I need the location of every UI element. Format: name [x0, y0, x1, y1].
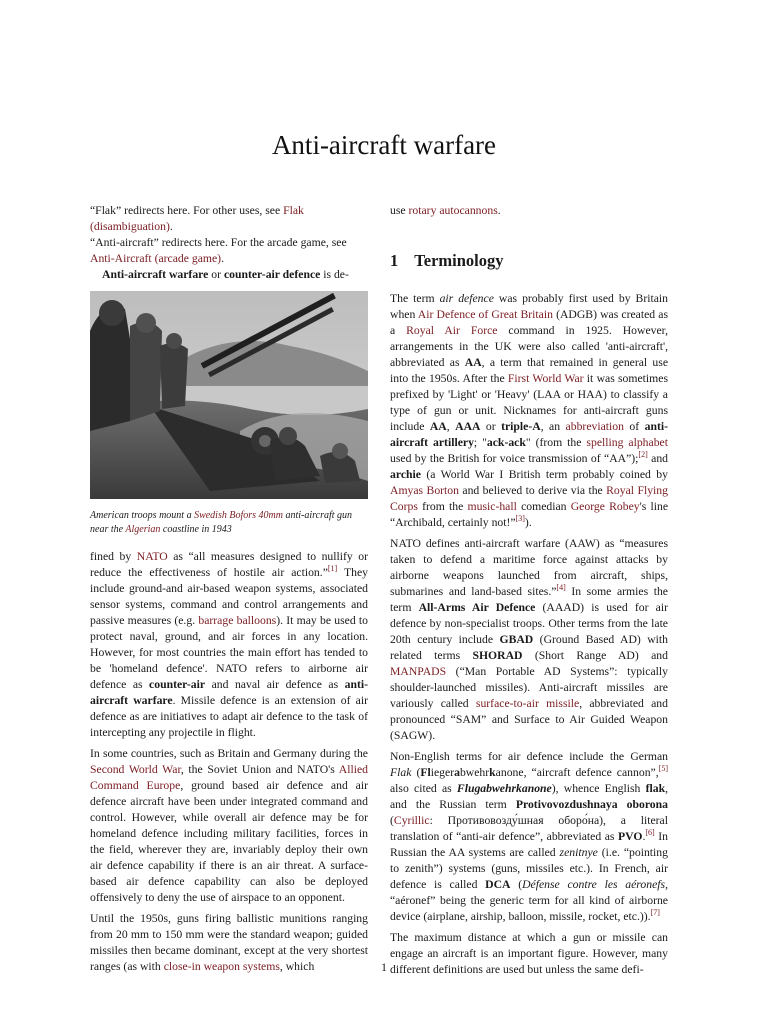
link-royal-air-force[interactable]: Royal Air Force — [406, 324, 498, 337]
link-allied-command-europe[interactable]: Allied Command Europe — [90, 763, 368, 792]
body-paragraph: NATO defines anti-aircraft warfare (AAW) as “measures taken to defend a maritime force against attacks by airborne weapons launched from aircraft, ships, submarines and land-based sites.”[4] In some armies the term All-Arms Air Defence (AAAD) is used for air defence by non-specialist troops. Other terms from the late 20th century include GBAD (Ground Based AD) with related terms SHORAD (Short Range AD) and MANPADS (“Man Portable AD Systems”: typically shoulder-launched missiles). Anti-aircraft missiles are variously called surface-to-air missile, abbreviated and pronounced “SAM” and Surface to Air Guided Weapon (SAGW). — [390, 537, 668, 742]
bofors-gun-photo[interactable] — [90, 291, 368, 499]
link-flak-disambiguation[interactable]: Flak (disambiguation) — [90, 204, 304, 233]
reference-4[interactable]: [4] — [556, 583, 566, 593]
link-air-defence-of-great-britain[interactable]: Air Defence of Great Britain — [417, 308, 553, 321]
link-surface-to-air-missile[interactable]: surface-to-air missile — [475, 697, 580, 710]
figure-caption: American troops mount a Swedish Bofors 40mm anti-aircraft gun near the Algerian coastline in 1943 — [90, 510, 353, 535]
left-column — [90, 203, 368, 980]
reference-7[interactable]: [7] — [650, 908, 660, 918]
link-rotary-autocannons[interactable]: rotary autocannons — [408, 204, 498, 217]
link-close-in-weapon-systems[interactable]: close-in weapon systems — [163, 960, 280, 973]
hatnote-anti-aircraft: “Anti-aircraft” redirects here. For the arcade game, see Anti-Aircraft (arcade game). — [90, 236, 347, 265]
body-paragraph: use rotary autocannons. — [390, 204, 501, 217]
reference-5[interactable]: [5] — [658, 764, 668, 774]
link-cyrillic[interactable]: Cyrillic — [393, 814, 430, 827]
link-manpads[interactable]: MANPADS — [390, 665, 447, 678]
link-george-robey[interactable]: George Robey — [570, 500, 640, 513]
body-paragraph: Non-English terms for air defence include the German Flak (Fliegerabwehrkanone, “aircraft defence cannon”,[5] also cited as Flugabwehrkanone), whence English flak, and the Russian term Protivovozdushnaya oborona (Cyrillic: Противовозду́шная оборо́на), a literal translation of “anti-air defence”, abbreviated as PVO.[6] In Russian the AA systems are called zenitnye (i.e. “pointing to zenith”) systems (guns, missiles etc.). In French, air defence is called DCA (Défense contre les aéronefs, “aéronef” being the generic term for all kind of airborne device (airplane, airship, balloon, missile, rocket, etc.)).[7] — [390, 750, 669, 923]
body-paragraph: The term air defence was probably first used by Britain when Air Defence of Great Britain (ADGB) was created as a Royal Air Force command in 1925. However, arrangements in the UK were also called 'anti-aircraft', abbreviated as AA, a term that remained in general use into the 1950s. After the First World War it was sometimes prefixed by 'Light' or 'Heavy' (LAA or HAA) to classify a type of gun or unit. Nicknames for anti-aircraft guns include AA, AAA or triple-A, an abbreviation of anti-aircraft artillery; "ack-ack" (from the spelling alphabet used by the British for voice transmission of “AA”);[2] and archie (a World War I British term probably coined by Amyas Borton and believed to derive via the Royal Flying Corps from the music-hall comedian George Robey's line “Archibald, certainly not!”[3]). — [390, 292, 669, 529]
reference-2[interactable]: [2] — [638, 450, 648, 460]
link-algerian[interactable]: Algerian — [125, 524, 161, 535]
page-number: 1 — [381, 960, 387, 974]
section-number: 1 — [390, 251, 399, 270]
link-anti-aircraft-arcade-game[interactable]: Anti-Aircraft (arcade game) — [90, 252, 222, 265]
link-barrage-balloons[interactable]: barrage balloons — [198, 614, 277, 627]
reference-1[interactable]: [1] — [327, 564, 338, 574]
link-amyas-borton[interactable]: Amyas Borton — [390, 484, 459, 497]
hatnotes — [90, 203, 368, 267]
lead-sentence: Anti-aircraft warfare or counter-air defence is de- — [102, 268, 349, 281]
body-paragraph: Until the 1950s, guns firing ballistic munitions ranging from 20 mm to 150 mm were the standard weapon; guided missiles then became dominant, except at the very shortest ranges (as with close-in weapon systems, which — [90, 912, 368, 973]
hatnote-flak: “Flak” redirects here. For other uses, see Flak (disambiguation). — [90, 204, 304, 233]
body-paragraph: fined by NATO as “all measures designed to nullify or reduce the effectiveness of hostile air action.”[1] They include ground-and air-based weapon systems, associated sensor systems, command and control arrangements and passive measures (e.g. barrage balloons). It may be used to protect naval, ground, and air forces in any location. However, for most countries the main effort has tended to be 'homeland defence'. NATO refers to airborne air defence as counter-air and naval air defence as anti-aircraft warfare. Missile defence is an extension of air defence as are initiatives to adapt air defence to the task of intercepting any projectile in flight. — [90, 550, 369, 739]
link-music-hall[interactable]: music-hall — [467, 500, 517, 513]
article-figure — [90, 291, 368, 537]
link-swedish-bofors[interactable]: Swedish Bofors 40mm — [194, 510, 283, 521]
reference-3[interactable]: [3] — [515, 514, 525, 524]
link-nato[interactable]: NATO — [136, 550, 168, 563]
link-first-world-war[interactable]: First World War — [507, 372, 584, 385]
link-spelling-alphabet[interactable]: spelling alphabet — [586, 436, 668, 449]
section-heading-terminology — [390, 253, 668, 269]
body-paragraph: In some countries, such as Britain and Germany during the Second World War, the Soviet Union and NATO's Allied Command Europe, ground based air defence and air defence aircraft have been under integrated command and control. However, while overall air defence may be for homeland defence including military facilities, forces in the field, wherever they are, invariably deploy their own air defence capability if there is an air threat. A surface-based air defence capability can also be deployed offensively to deny the use of airspace to an opponent. — [90, 747, 368, 904]
right-column — [390, 203, 668, 983]
link-second-world-war[interactable]: Second World War — [90, 763, 181, 776]
reference-6[interactable]: [6] — [645, 828, 655, 838]
link-royal-flying-corps[interactable]: Royal Flying Corps — [390, 484, 668, 513]
body-paragraph: The maximum distance at which a gun or missile can engage an aircraft is an important figure. However, many different definitions are used but unless the same defi- — [390, 931, 668, 976]
article-title: Anti-aircraft warfare — [271, 130, 497, 161]
section-title: Terminology — [414, 251, 504, 270]
link-abbreviation[interactable]: abbreviation — [565, 420, 624, 433]
